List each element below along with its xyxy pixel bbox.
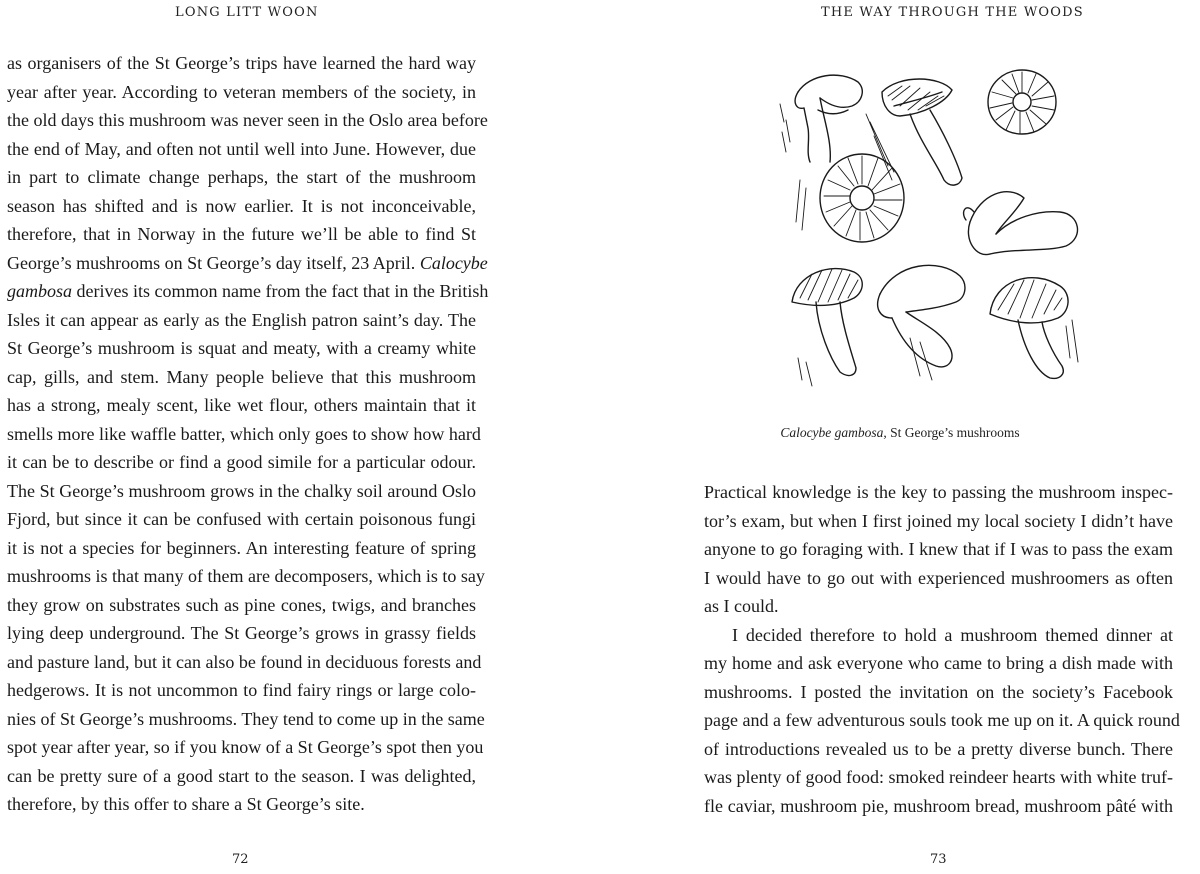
mushroom-drawing	[792, 269, 862, 386]
body-text	[7, 49, 489, 819]
text-line: in part to climate change perhaps, the start of the mushroom	[7, 167, 476, 187]
text-line: was plenty of good food: smoked reindeer hearts with white truf-	[704, 767, 1173, 787]
text-segment: George’s mushrooms on St George’s day itself, 23 April.	[7, 252, 416, 273]
text-line: lying deep underground. The St George’s grows in grassy fields	[7, 623, 476, 643]
text-line: the end of May, and often not until well into June. However, due	[7, 138, 476, 159]
text-line: of introductions revealed us to be a pretty diverse bunch. There	[704, 738, 1173, 759]
text-line: therefore, by this offer to share a St George’s site.	[7, 794, 365, 814]
text-line: mushrooms is that many of them are decomposers, which is to say	[7, 566, 485, 586]
text-line: the old days this mushroom was never seen in the Oslo area before	[7, 110, 488, 130]
text-line: smells more like waffle batter, which only goes to show how hard	[7, 423, 481, 444]
caption-species: Calocybe gambosa	[780, 425, 884, 440]
text-line: I decided therefore to hold a mushroom themed dinner at	[732, 624, 1173, 645]
mushroom-drawing	[988, 70, 1056, 134]
text-line: fle caviar, mushroom pie, mushroom bread, mushroom pâté with	[704, 795, 1173, 816]
text-line: page and a few adventurous souls took me up on it. A quick round	[704, 710, 1180, 730]
mushroom-drawing	[796, 154, 904, 242]
mushroom-drawing	[964, 192, 1078, 255]
text-line: can be pretty sure of a good start to the season. I was delighted,	[7, 765, 476, 786]
mushroom-illustration	[770, 62, 1090, 417]
text-line: my home and ask everyone who came to bring a dish made with	[704, 653, 1173, 673]
text-line	[7, 249, 488, 278]
italic-term: Calocybe	[419, 252, 488, 273]
text-line: anyone to go foraging with. I knew that if I was to pass the exam	[704, 539, 1173, 559]
text-line: The St George’s mushroom grows in the chalky soil around Oslo	[7, 480, 476, 501]
text-line: St George’s mushroom is squat and meaty, with a creamy white	[7, 338, 476, 358]
body-text	[704, 478, 1180, 820]
text-line: has a strong, mealy scent, like wet flour, others maintain that it	[7, 395, 476, 415]
mushroom-drawing	[780, 75, 862, 162]
page-number: 73	[930, 852, 947, 867]
text-line: as organisers of the St George’s trips have learned the hard way	[7, 53, 476, 73]
mushroom-drawing	[990, 278, 1078, 379]
running-head-author: LONG LITT WOON	[175, 5, 319, 20]
text-line: season has shifted and is now earlier. It is not inconceivable,	[7, 195, 476, 216]
text-line: as I could.	[704, 596, 779, 616]
left-page	[0, 0, 590, 874]
text-segment: derives its common name from the fact that in the British	[76, 281, 489, 301]
text-line: hedgerows. It is not uncommon to find fairy rings or large colo-	[7, 680, 476, 700]
text-line: cap, gills, and stem. Many people believe that this mushroom	[7, 366, 476, 387]
text-line: it can be to describe or find a good simile for a particular odour.	[7, 452, 476, 472]
caption-text: , St George’s mushrooms	[883, 425, 1020, 440]
text-line: they grow on substrates such as pine cones, twigs, and branches	[7, 594, 476, 615]
right-page	[600, 0, 1200, 874]
text-line: spot year after year, so if you know of a St George’s spot then you	[7, 737, 484, 757]
text-line: nies of St George’s mushrooms. They tend to come up in the same	[7, 708, 485, 729]
page-number: 72	[232, 852, 249, 867]
text-line: Practical knowledge is the key to passing the mushroom inspec-	[704, 482, 1173, 502]
text-line: and pasture land, but it can also be found in deciduous forests and	[7, 651, 482, 672]
figure-caption	[600, 425, 1200, 441]
mushroom-drawing	[878, 265, 965, 380]
text-line: Fjord, but since it can be confused with certain poisonous fungi	[7, 509, 476, 529]
mushroom-drawing	[866, 79, 962, 185]
text-line: tor’s exam, but when I first joined my local society I didn’t have	[704, 510, 1173, 531]
running-head-title: THE WAY THROUGH THE WOODS	[821, 5, 1084, 20]
text-line: mushrooms. I posted the invitation on the society’s Facebook	[704, 681, 1173, 702]
italic-term: gambosa	[7, 281, 73, 301]
text-line: Isles it can appear as early as the English patron saint’s day. The	[7, 309, 476, 330]
text-line: therefore, that in Norway in the future we’ll be able to find St	[7, 224, 476, 244]
text-line: year after year. According to veteran members of the society, in	[7, 81, 476, 102]
text-line: I would have to go out with experienced mushroomers as often	[704, 567, 1173, 588]
text-line: it is not a species for beginners. An interesting feature of spring	[7, 537, 476, 558]
text-line	[7, 277, 489, 306]
